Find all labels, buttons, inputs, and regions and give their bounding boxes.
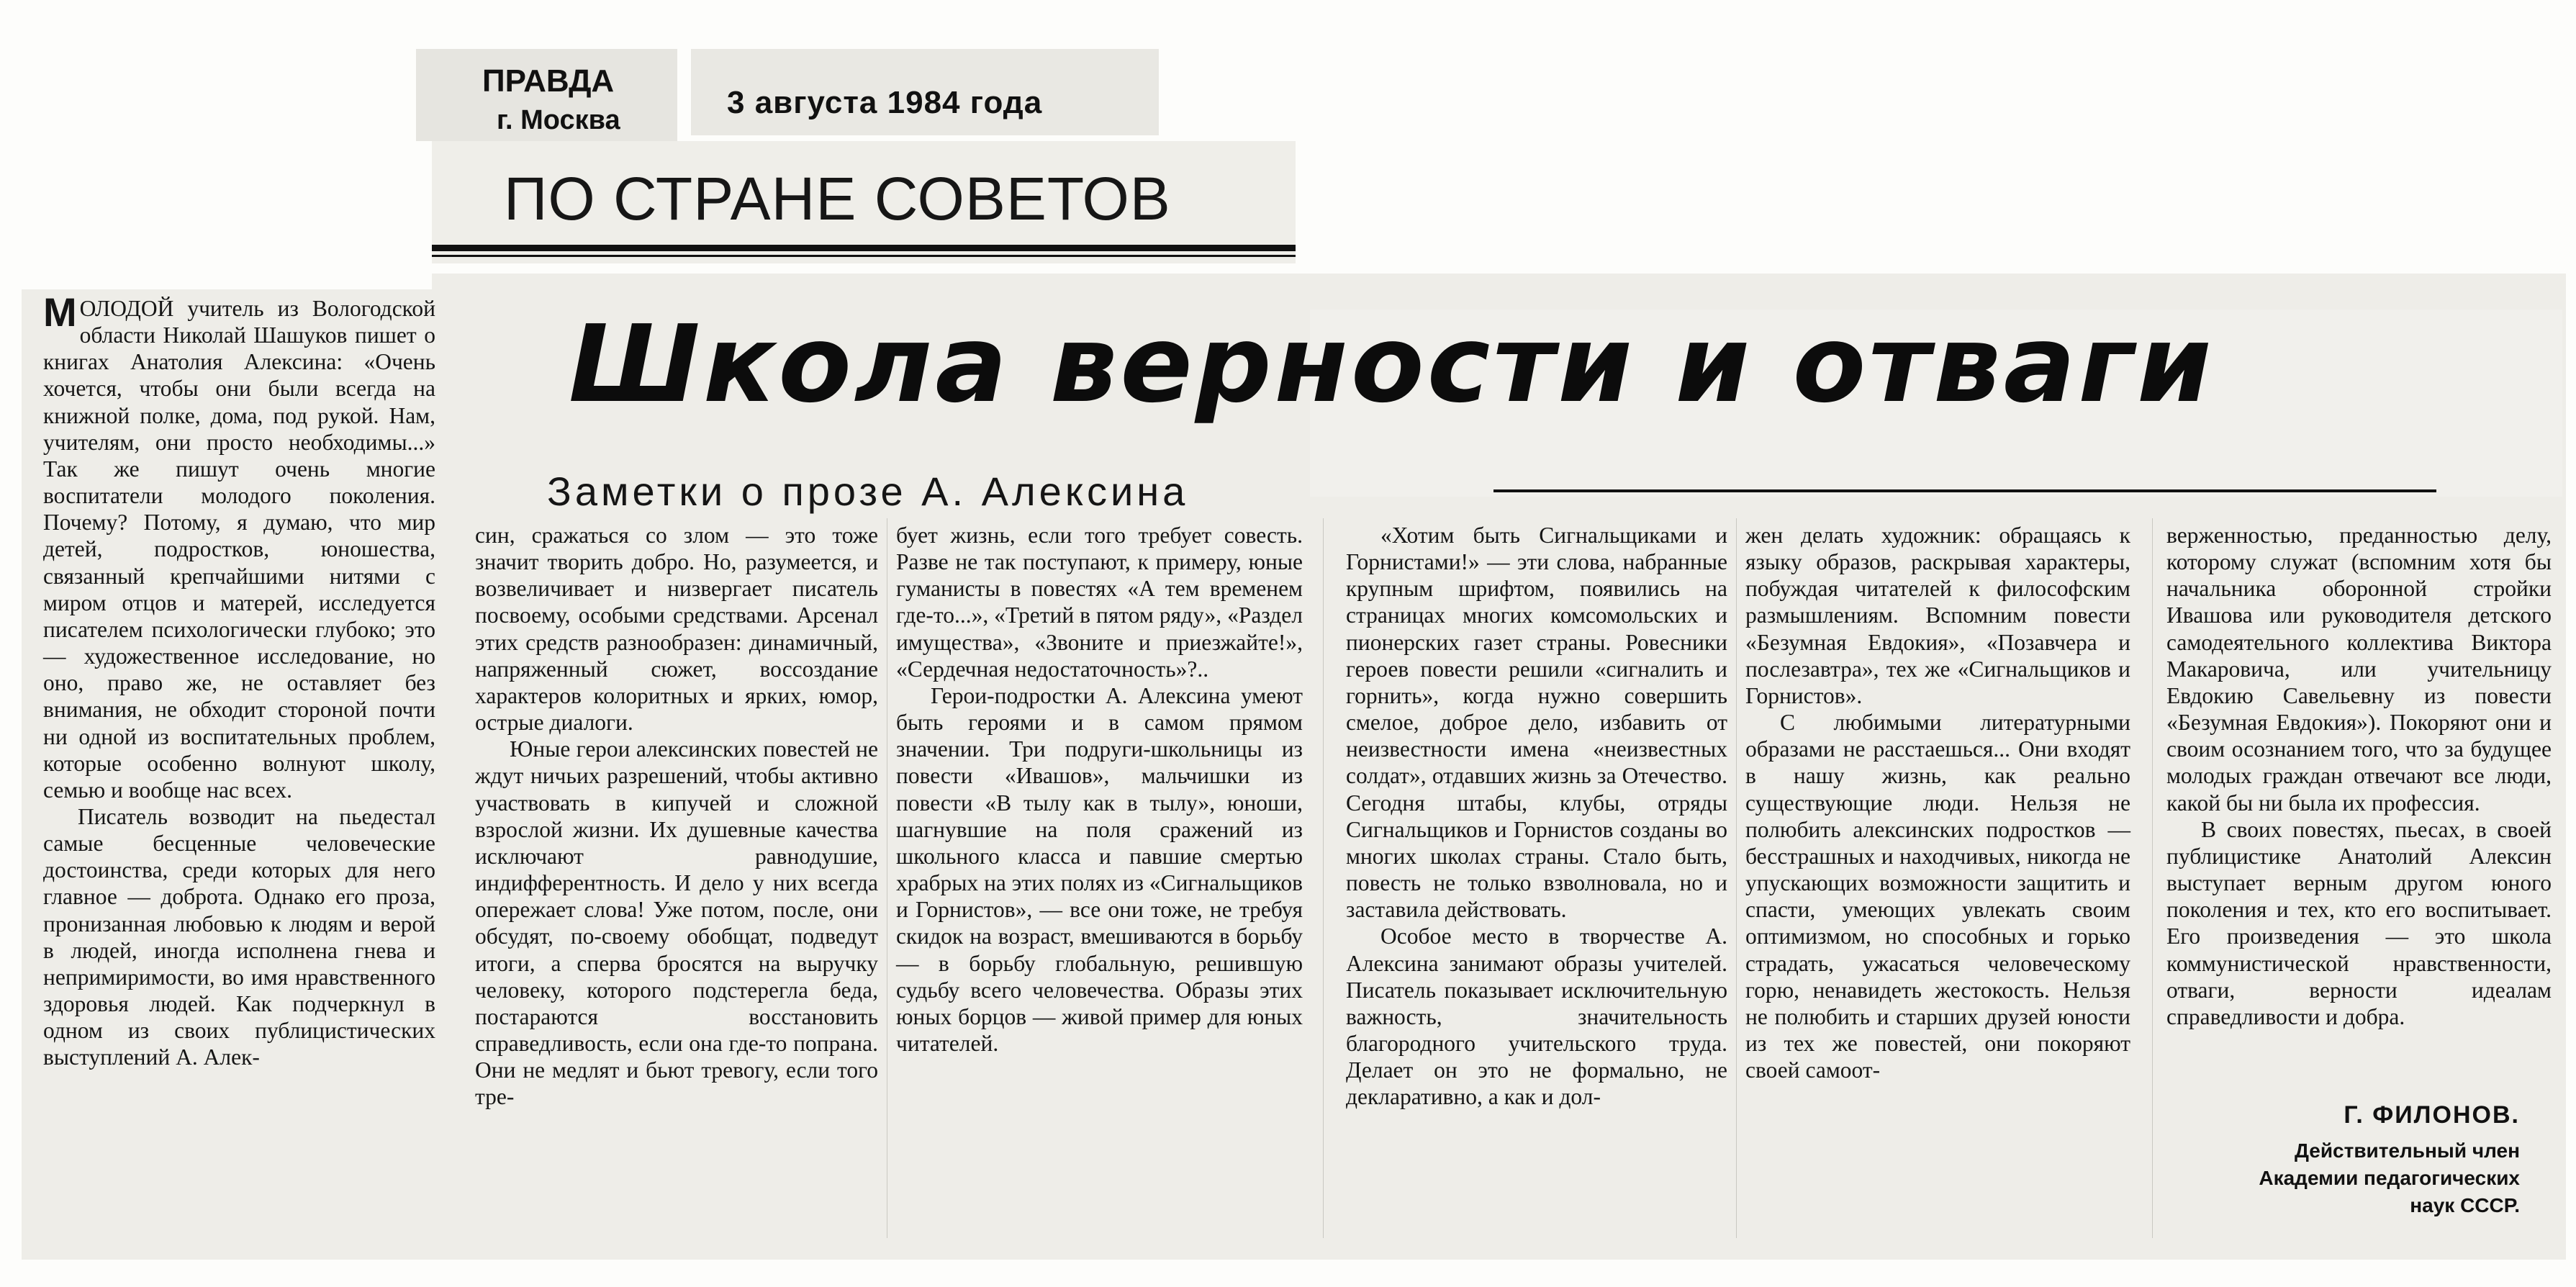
rubric-rule-thin xyxy=(432,255,1296,257)
paragraph: В своих повестях, пьесах, в своей публицистике Анатолий Алексин выступает верным другом юного поколения и тех, кто его воспитывает. Его произведения — это школа коммунистической нравственности, отваги, верности идеалам справедливости и добра. xyxy=(2166,816,2552,1029)
column-divider xyxy=(2152,518,2153,1238)
author-title-line: Действительный член xyxy=(2294,1139,2520,1162)
paragraph: Писатель возводит на пьедестал самые бесценные человеческие достоинства, среди которых для него главное — доброта. Однако его проза, пронизанная любовью к людям и верой в людей, иногда исполнена гнева и непримиримости, во имя нравственного здоровья людей. Как подчеркнул в одном из своих публицистических выступлений А. Алек- xyxy=(43,803,435,1070)
paragraph: Юные герои алексинских повестей не ждут ничьих разрешений, чтобы активно участвовать в кипучей и сложной взрослой жизни. Их душевные качества исключают равнодушие, индифферентность. И дело у них всегда опережает слова! Уже потом, после, они обсудят, по-своему обобщат, подведут итоги, а сперва бросятся на выручку человеку, которого подстерегла беда, постараются восстановить справедливость, если она где-то попрана. Они не медлят и бьют тревогу, если того тре- xyxy=(475,736,878,1110)
drop-cap: М xyxy=(43,289,77,335)
rubric-rule-thick xyxy=(432,245,1296,251)
article-column-5 xyxy=(1745,522,2130,1083)
issue-date: 3 августа 1984 года xyxy=(727,85,1043,120)
paragraph: МОЛОДОЙ учитель из Вологодской области Николай Шашуков пишет о книгах Анатолия Алексина: «Очень хочется, чтобы они были всегда на книжной полке, дома, под рукой. Нам, учителям, они просто необходимы...» Так же пишут очень многие воспитатели молодого поколения. Почему? Потому, я думаю, что мир детей, подростков, юношества, связанный крепчайшими нитями с миром отцов и матерей, исследуется писателем психологически глубоко; это — художественное исследование, но оно, право же, не оставляет без внимания, не обходит стороной почти ни одной из воспитательных проблем, которые особенно волнуют школу, семью и вообще нас всех. xyxy=(43,289,435,803)
paragraph: жен делать художник: обращаясь к языку образов, раскрывая характеры, побуждая читателей к философским размышлениям. Вспомним повести «Безумная Евдокия», «Позавчера и послезавтра», тех же «Сигнальщиков и Горнистов». xyxy=(1745,523,2130,708)
paragraph: Особое место в творчестве А. Алексина занимают образы учителей. Писатель показывает исключительную важность, значительность благородного учительского труда. Делает он это не формально, не декларативно, а как и дол- xyxy=(1346,924,1727,1110)
article-subtitle: Заметки о прозе А. Алексина xyxy=(547,469,1189,514)
article-column-2 xyxy=(475,522,878,1110)
article-column-3 xyxy=(896,522,1303,1057)
paragraph: верженностью, преданностью делу, которому служат (вспомним хотя бы начальника оборонной стройки Ивашова или руководителя детского самодеятельного коллектива Виктора Макаровича, или учительницу Евдокию Савельевну из повести «Безумная Евдокия»). Покоряют они и своим осознанием того, что за будущее молодых граждан отвечают все люди, какой бы ни была их профессия. xyxy=(2166,523,2552,816)
article-column-1 xyxy=(43,289,435,1071)
newspaper-city: г. Москва xyxy=(497,105,620,135)
article-column-6 xyxy=(2166,522,2552,1030)
section-rubric: ПО СТРАНЕ СОВЕТОВ xyxy=(504,165,1171,232)
newspaper-name: ПРАВДА xyxy=(482,63,615,99)
author-title-line: наук СССР. xyxy=(2410,1193,2520,1216)
paragraph: бует жизнь, если того требует совесть. Разве не так поступают, к примеру, юные гуманисты в повестях «А тем временем где-то...», «Третий в пятом ряду», «Раздел имущества», «Звоните и приезжайте!», «Сердечная недостаточность»?.. xyxy=(896,523,1303,682)
column-divider xyxy=(1323,518,1324,1238)
author-title-line: Академии педагогических xyxy=(2259,1166,2520,1189)
paragraph: С любимыми литературными образами не расстаешься... Они входят в нашу жизнь, как реально существующие люди. Нельзя не полюбить алексинских подростков — бесстрашных и находчивых, никогда не упускающих возможности защитить и спасти, умеющих увлекать своим оптимизмом, но способных и горько страдать, ужасаться человеческому горю, ненавидеть жестокость. Нельзя не полюбить и старших друзей юности из тех же повестей, они покоряют своей самоот- xyxy=(1745,710,2130,1083)
article-headline: Школа верности и отваги xyxy=(569,302,2215,426)
subtitle-rule xyxy=(1493,489,2436,492)
paragraph: «Хотим быть Сигнальщиками и Горнистами!» — эти слова, набранные крупным шрифтом, появились на страницах многих комсомольских и пионерских газет страны. Ровесники героев повести решили «сигналить и горнить», когда нужно совершить смелое, доброе дело, избавить от неизвестности имена «неизвестных солдат», отдавших жизнь за Отечество. Сегодня штабы, клубы, отряды Сигнальщиков и Горнистов созданы во многих школах страны. Стало быть, повесть не только взволновала, но и заставила действовать. xyxy=(1346,523,1727,923)
column-divider xyxy=(1736,518,1737,1238)
article-column-4 xyxy=(1346,522,1727,1110)
paragraph: Герои-подростки А. Алексина умеют быть героями и в самом прямом значении. Три подруги-школьницы из повести «Ивашов», мальчишки из повести «В тылу как в тылу», юноши, шагнувшие на поля сражений из школьного класса и павшие смертью храбрых на этих полях из «Сигнальщиков и Горнистов», — все они тоже, не требуя скидок на возраст, вмешиваются в борьбу — в борьбу глобальную, решившую судьбу всего человечества. Образы этих юных борцов — живой пример для юных читателей. xyxy=(896,682,1303,1056)
paragraph: син, сражаться со злом — это тоже значит творить добро. Но, разумеется, и возвеличивает и низвергает писатель посвоему, особыми средствами. Арсенал этих средств разнообразен: динамичный, напряженный сюжет, воссоздание характеров колоритных и ярких, юмор, острые диалоги. xyxy=(475,523,878,736)
author-title xyxy=(2117,1137,2520,1219)
author-name: Г. ФИЛОНОВ. xyxy=(2344,1101,2520,1129)
